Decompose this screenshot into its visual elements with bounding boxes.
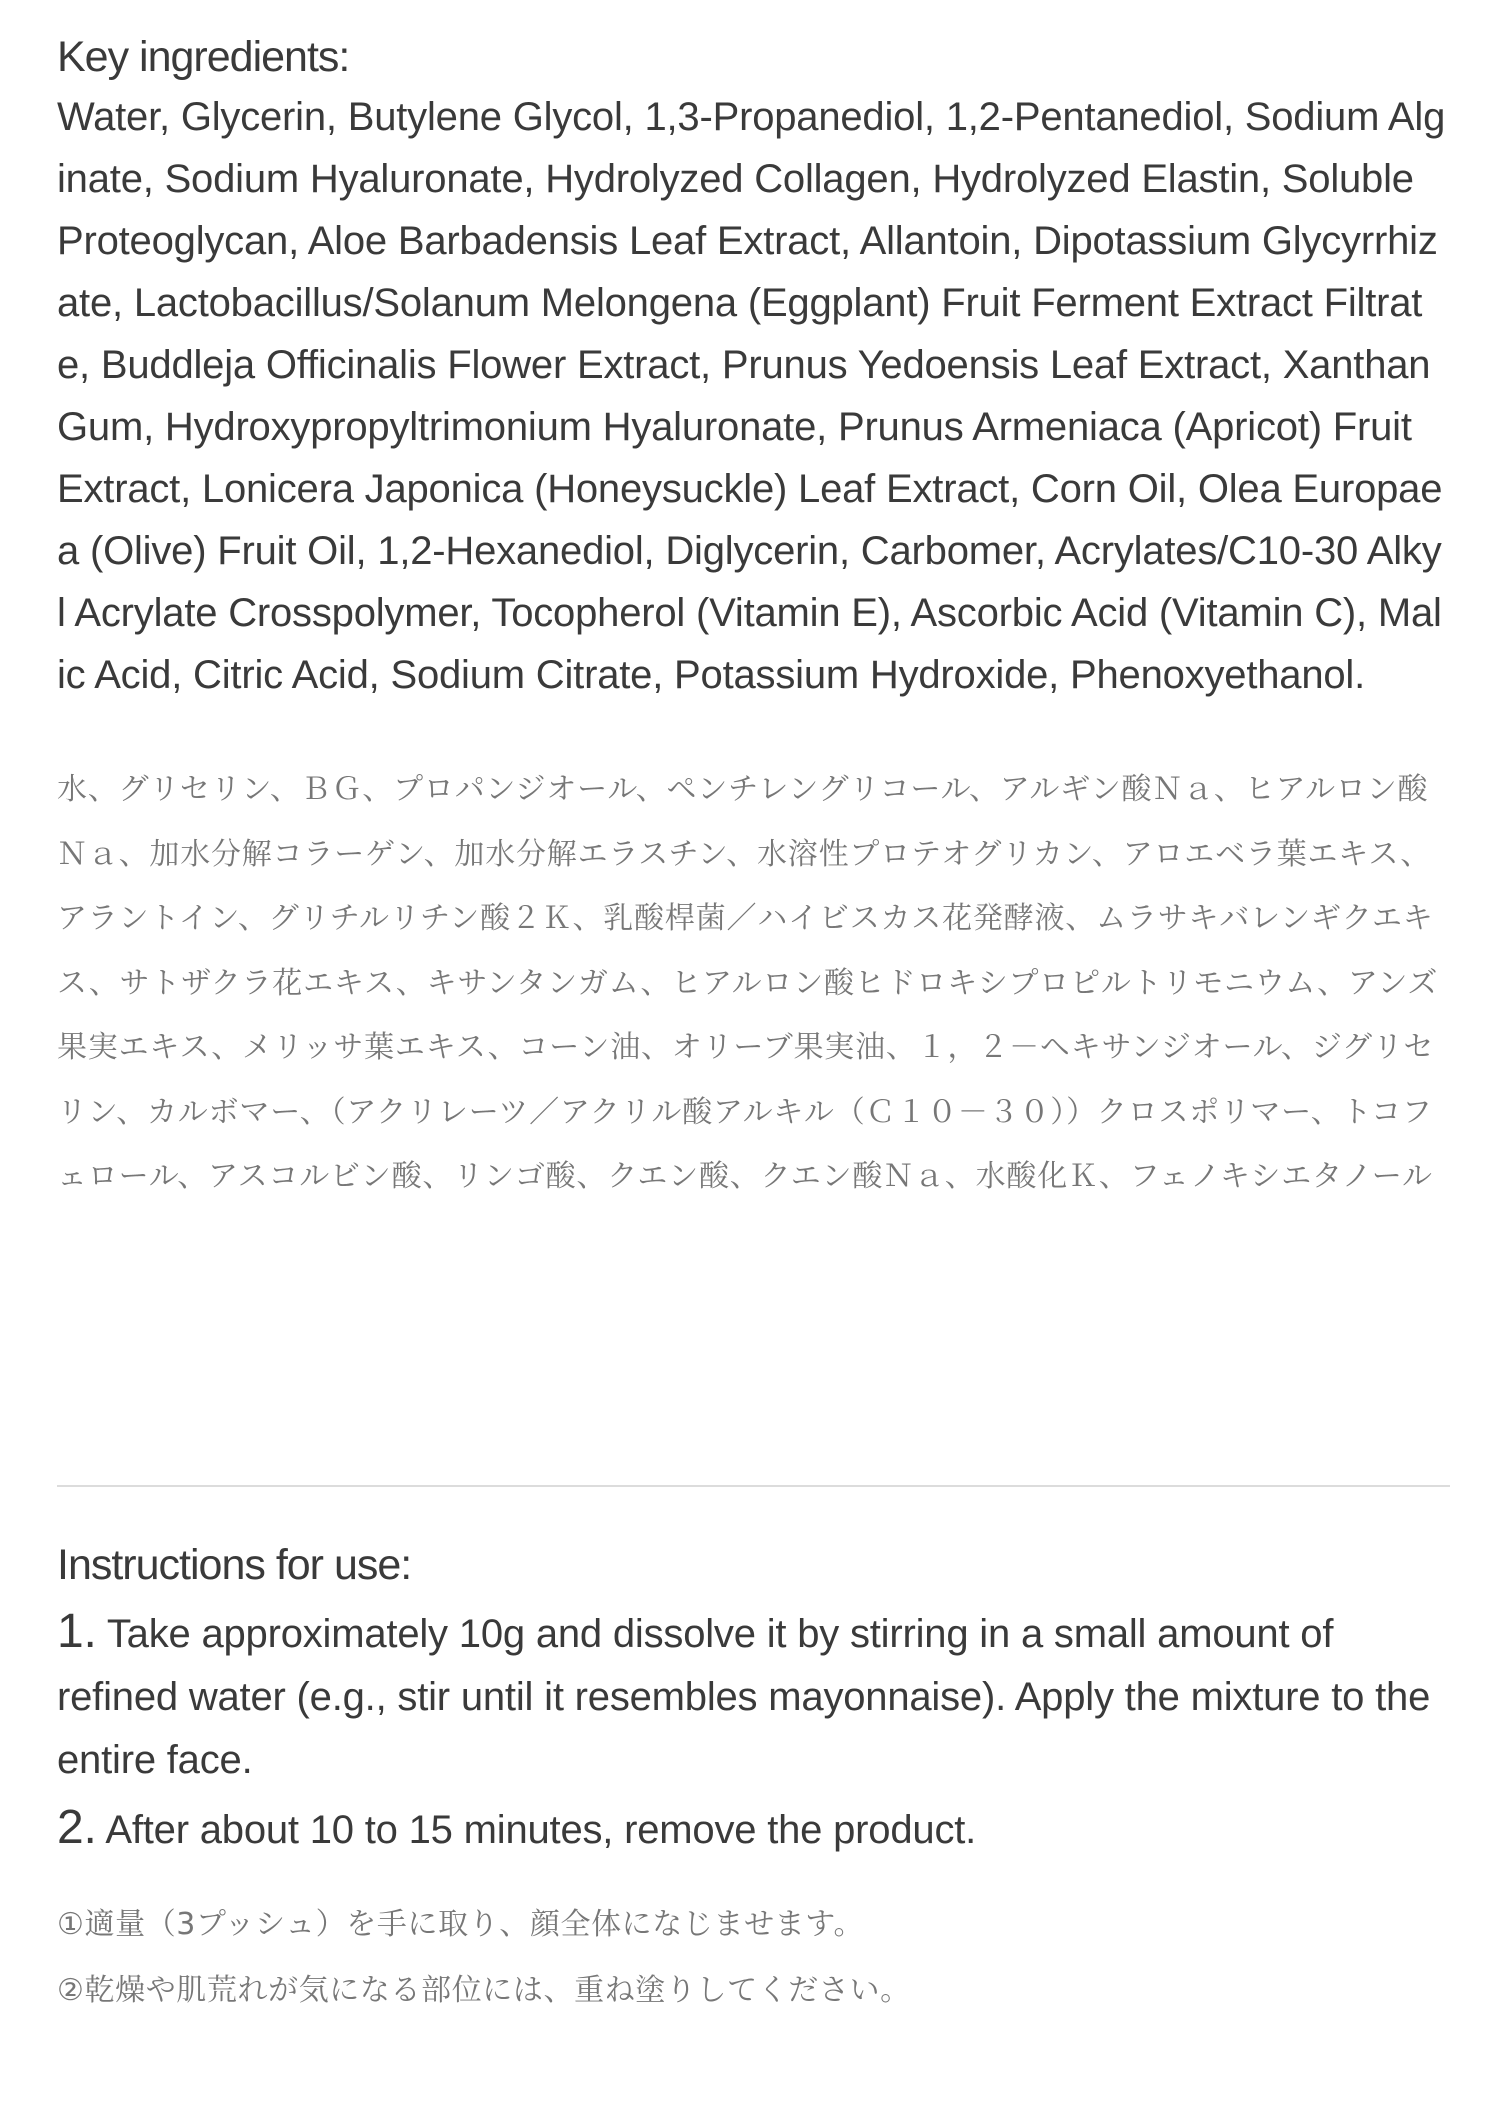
instructions-heading: Instructions for use:	[57, 1541, 412, 1589]
ingredients-section	[57, 28, 1447, 1210]
spacer	[57, 706, 1447, 758]
step-2-text: After about 10 to 15 minutes, remove the product.	[105, 1808, 977, 1852]
japanese-step-2: ②乾燥や肌荒れが気になる部位には、重ね塗りしてください。	[57, 1973, 911, 2008]
ingredients-heading: Key ingredients:	[57, 33, 350, 81]
step-2-number: 2.	[57, 1801, 97, 1854]
instruction-step-2	[57, 1796, 1447, 1862]
instructions-section	[57, 1536, 1447, 2024]
section-divider	[57, 1485, 1450, 1487]
ingredients-english-list: Water, Glycerin, Butylene Glycol, 1,3-Propanediol, 1,2-Pentanediol, Sodium Alginate, Sodium Hyaluronate, Hydrolyzed Collagen, Hydrolyzed Elastin, Soluble Proteoglycan, Aloe Barbadensis Leaf Extract, Allantoin, Dipotassium Glycyrrhizate, Lactobacillus/Solanum Melongena (Eggplant) Fruit Ferment Extract Filtrate, Buddleja Officinalis Flower Extract, Prunus Yedoensis Leaf Extract, Xanthan Gum, Hydroxypropyltrimonium Hyaluronate, Prunus Armeniaca (Apricot) Fruit Extract, Lonicera Japonica (Honeysuckle) Leaf Extract, Corn Oil, Olea Europaea (Olive) Fruit Oil, 1,2-Hexanediol, Diglycerin, Carbomer, Acrylates/C10-30 Alkyl Acrylate Crosspolymer, Tocopherol (Vitamin E), Ascorbic Acid (Vitamin C), Malic Acid, Citric Acid, Sodium Citrate, Potassium Hydroxide, Phenoxyethanol.	[57, 95, 1446, 697]
instruction-step-1	[57, 1600, 1447, 1792]
spacer	[57, 1862, 1447, 1892]
step-1-text: Take approximately 10g and dissolve it by stirring in a small amount of refined water (e.g., stir until it resembles mayonnaise). Apply the mixture to the entire face.	[57, 1612, 1431, 1782]
step-1-number: 1.	[57, 1605, 97, 1658]
ingredients-japanese-list: 水、グリセリン、ＢＧ、プロパンジオール、ペンチレングリコール、アルギン酸Ｎａ、ヒアルロン酸Ｎａ、加水分解コラーゲン、加水分解エラスチン、水溶性プロテオグリカン、アロエベラ葉エキス、アラントイン、グリチルリチン酸２Ｋ、乳酸桿菌／ハイビスカス花発酵液、ムラサキバレンギクエキス、サトザクラ花エキス、キサンタンガム、ヒアルロン酸ヒドロキシプロピルトリモニウム、アンズ果実エキス、メリッサ葉エキス、コーン油、オリーブ果実油、１，２－ヘキサンジオール、ジグリセリン、カルボマー、（アクリレーツ／アクリル酸アルキル（Ｃ１０－３０））クロスポリマー、トコフェロール、アスコルビン酸、リンゴ酸、クエン酸、クエン酸Ｎａ、水酸化Ｋ、フェノキシエタノール	[57, 772, 1439, 1194]
japanese-step-1: ①適量（3プッシュ）を手に取り、顔全体になじませます。	[57, 1907, 865, 1942]
